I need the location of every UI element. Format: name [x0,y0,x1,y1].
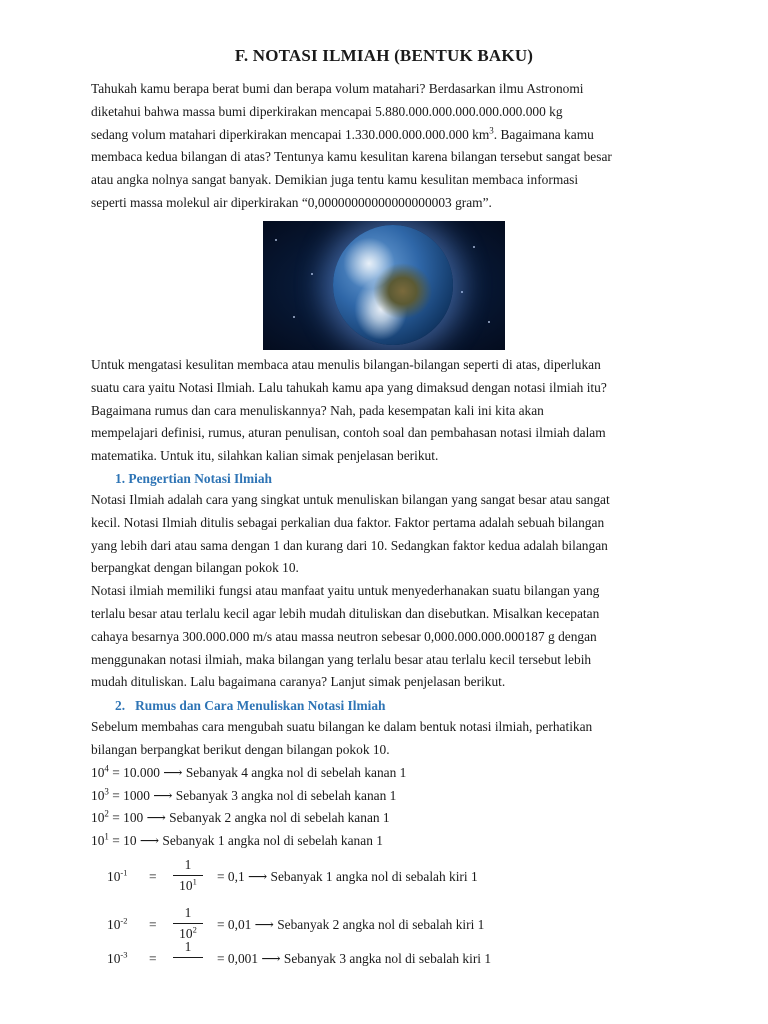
paragraph-line: matematika. Untuk itu, silahkan kalian simak penjelasan berikut. [91,448,439,464]
fraction [171,857,205,894]
negative-power-rhs: = 0,01 ⟶ Sebanyak 2 angka nol di sebalah kiri 1 [217,917,485,932]
negative-power-lhs [107,869,127,885]
power-row [91,765,406,781]
denominator-exponent: 2 [192,924,197,935]
section-1-body [91,489,681,694]
denominator-base: 10 [179,878,193,893]
paragraph-line: menggunakan notasi ilmiah, maka bilangan yang terlalu besar atau terlalu kecil tersebut lebih [91,651,592,667]
power-row [91,810,390,826]
power-base: 10 [91,810,105,825]
fraction-numerator: 1 [184,857,192,872]
power-base: 10 [91,833,105,848]
section-2-title: Rumus dan Cara Menuliskan Notasi Ilmiah [135,698,386,713]
negative-power-lhs [107,951,127,967]
section-1-heading: 1. Pengertian Notasi Ilmiah [115,471,272,486]
negative-power-rhs: = 0,1 ⟶ Sebanyak 1 angka nol di sebalah kiri 1 [217,869,478,884]
intro-line: membaca kedua bilangan di atas? Tentunya kamu kesulitan karena bilangan tersebut sangat besar [91,149,612,165]
page-title: F. NOTASI ILMIAH (BENTUK BAKU) [234,46,534,65]
superscript: 3 [489,125,494,136]
intro-line-tail: . Bagaimana kamu [493,126,594,142]
power-base: 10 [107,869,121,884]
paragraph-line: yang lebih dari atau sama dengan 1 dan kurang dari 10. Sedangkan faktor kedua adalah bilangan [91,537,608,553]
section-2-heading [115,698,385,714]
power-base: 10 [107,951,121,966]
power-rest: = 10 ⟶ Sebanyak 1 angka nol di sebelah kanan 1 [108,833,383,848]
paragraph-line: Untuk mengatasi kesulitan membaca atau menulis bilangan-bilangan seperti di atas, diperlukan [91,357,601,372]
denominator-exponent: 1 [192,876,197,887]
power-rest: = 10.000 ⟶ Sebanyak 4 angka nol di sebelah kanan 1 [108,765,407,780]
power-exponent: 2 [104,808,109,819]
fraction-numerator: 1 [184,905,192,920]
intro-paragraph [91,78,681,215]
equals-sign: = [149,869,157,884]
globe [333,225,453,345]
power-base: 10 [91,788,105,803]
intro-line-text: sedang volum matahari diperkirakan mencapai 1.330.000.000.000.000 km [91,126,490,142]
intro-line: Tahukah kamu berapa berat bumi dan berapa volum matahari? Berdasarkan ilmu Astronomi [91,81,584,96]
intro-line: seperti massa molekul air diperkirakan “0,00000000000000000003 gram”. [91,194,492,210]
paragraph-line: cahaya besarnya 300.000.000 m/s atau massa neutron sebesar 0,000.000.000.000187 g dengan [91,628,597,644]
paragraph-line: terlalu besar atau terlalu kecil agar lebih mudah dituliskan dan disebutkan. Misalkan kecepatan [91,605,600,621]
power-exponent: 1 [104,831,109,842]
explanation-paragraph [91,354,681,468]
power-rest: = 100 ⟶ Sebanyak 2 angka nol di sebelah kanan 1 [108,810,390,825]
intro-line: diketahui bahwa massa bumi diperkirakan mencapai 5.880.000.000.000.000.000.000 kg [91,103,563,119]
power-base: 10 [91,765,105,780]
earth-image [263,221,505,350]
power-exponent: -3 [120,949,128,960]
denominator-base: 10 [179,926,193,941]
fraction [171,905,205,942]
negative-power-rhs: = 0,001 ⟶ Sebanyak 3 angka nol di sebalah kiri 1 [217,951,492,966]
paragraph-line: berpangkat dengan bilangan pokok 10. [91,560,299,576]
power-exponent: 4 [104,763,109,774]
intro-line [91,124,681,147]
paragraph-line: mempelajari definisi, rumus, aturan penulisan, contoh soal dan pembahasan notasi ilmiah dalam [91,425,606,441]
equals-sign: = [149,917,157,932]
fraction-numerator: 1 [184,939,192,954]
section-2-body [91,716,681,762]
equals-sign: = [149,951,157,966]
intro-line: atau angka nolnya sangat banyak. Demikian juga tentu kamu kesulitan membaca informasi [91,172,579,188]
fraction [171,939,205,958]
power-exponent: -1 [120,867,128,878]
power-exponent: 3 [104,786,109,797]
fraction-denominator [171,876,205,894]
fraction-bar [173,957,203,958]
paragraph-line: kecil. Notasi Ilmiah ditulis sebagai perkalian dua faktor. Faktor pertama adalah sebuah bilangan [91,514,605,530]
paragraph-line: suatu cara yaitu Notasi Ilmiah. Lalu tahukah kamu apa yang dimaksud dengan notasi ilmiah itu? [91,379,607,395]
power-row [91,788,396,804]
paragraph-line: mudah dituliskan. Lalu bagaimana caranya? Lanjut simak penjelasan berikut. [91,674,506,690]
paragraph-line: Bagaimana rumus dan cara menuliskannya? Nah, pada kesempatan kali ini kita akan [91,402,544,418]
section-2-number: 2. [115,698,126,713]
power-base: 10 [107,917,121,932]
power-row [91,833,383,849]
paragraph-line: Sebelum membahas cara mengubah suatu bilangan ke dalam bentuk notasi ilmiah, perhatikan [91,719,593,734]
paragraph-line: bilangan berpangkat berikut dengan bilangan pokok 10. [91,741,390,757]
paragraph-line: Notasi Ilmiah adalah cara yang singkat untuk menuliskan bilangan yang sangat besar atau sangat [91,492,610,507]
paragraph-line: Notasi ilmiah memiliki fungsi atau manfaat yaitu untuk menyederhanakan suatu bilangan yang [91,583,600,599]
negative-power-lhs [107,917,127,933]
power-rest: = 1000 ⟶ Sebanyak 3 angka nol di sebelah kanan 1 [108,788,397,803]
power-exponent: -2 [120,915,128,926]
